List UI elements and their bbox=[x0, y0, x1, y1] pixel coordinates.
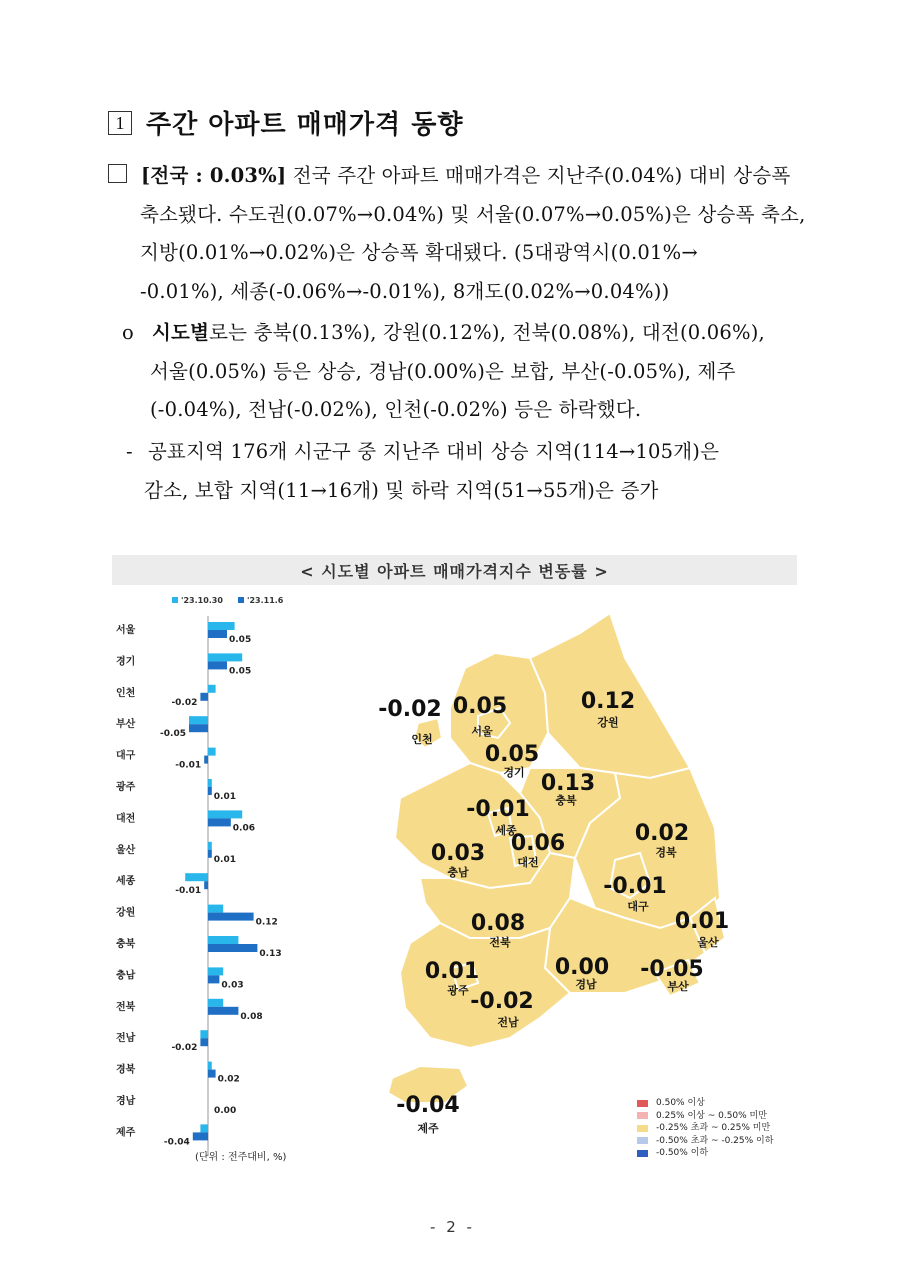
bar bbox=[185, 873, 208, 881]
dash-bullet: - bbox=[126, 440, 133, 463]
map-value-label: -0.04 bbox=[396, 1093, 460, 1118]
data-label: -0.04 bbox=[163, 1137, 190, 1148]
map-value-label: -0.02 bbox=[470, 989, 534, 1014]
category-label: 인천 bbox=[116, 687, 136, 699]
category-label: 전남 bbox=[116, 1033, 136, 1045]
map-value-label: 0.08 bbox=[470, 911, 526, 936]
legend-swatch bbox=[637, 1112, 648, 1119]
districts-line: 공표지역 176개 시군구 중 지난주 대비 상승 지역(114→105개)은 bbox=[148, 440, 720, 463]
page-number: - 2 - bbox=[430, 1218, 475, 1236]
bar bbox=[189, 724, 208, 732]
districts-paragraph bbox=[126, 433, 806, 510]
category-label: 대전 bbox=[116, 813, 136, 825]
summary-line: -0.01%), 세종(-0.06%→-0.01%), 8개도(0.02%→0.04%)) bbox=[140, 279, 670, 303]
data-label: -0.05 bbox=[160, 729, 186, 740]
data-label: 0.00 bbox=[214, 1106, 237, 1116]
map-value-label: 0.12 bbox=[580, 689, 636, 714]
summary-line: 축소됐다. 수도권(0.07%→0.04%) 및 서울(0.07%→0.05%)은 상승폭 축소, bbox=[140, 202, 806, 226]
map-region-name: 경기 bbox=[503, 766, 525, 779]
legend-label: -0.50% 이하 bbox=[656, 1148, 709, 1158]
regional-paragraph bbox=[122, 314, 812, 430]
map-region-name: 경북 bbox=[655, 846, 677, 859]
map-value-label: 0.01 bbox=[424, 959, 480, 984]
section-heading bbox=[108, 104, 463, 141]
map-value-label: -0.02 bbox=[378, 697, 442, 722]
map-region-name: 대전 bbox=[517, 856, 539, 869]
bar bbox=[208, 748, 216, 756]
bar bbox=[208, 905, 223, 913]
category-label: 울산 bbox=[116, 844, 136, 856]
legend-row bbox=[637, 1135, 773, 1148]
category-label: 강원 bbox=[116, 907, 136, 919]
legend-swatch bbox=[172, 597, 178, 603]
bar bbox=[200, 693, 208, 701]
map-value-label: 0.06 bbox=[510, 831, 566, 856]
bar-chart bbox=[112, 592, 352, 1152]
section-title: 주간 아파트 매매가격 동향 bbox=[146, 110, 464, 140]
data-label: -0.02 bbox=[171, 1043, 198, 1054]
data-label: 0.01 bbox=[213, 854, 237, 865]
category-label: 경기 bbox=[116, 656, 136, 668]
bar bbox=[208, 653, 242, 661]
section-number-box: 1 bbox=[108, 111, 132, 135]
map-value-label: 0.03 bbox=[430, 841, 486, 866]
map-region-name: 충남 bbox=[447, 866, 469, 879]
map-region-name: 강원 bbox=[597, 716, 619, 729]
category-label: 충남 bbox=[116, 970, 136, 982]
bar bbox=[208, 622, 235, 630]
data-label: 0.13 bbox=[259, 949, 282, 959]
data-label: 0.08 bbox=[240, 1011, 263, 1022]
data-label: 0.01 bbox=[213, 792, 237, 802]
bar bbox=[208, 999, 223, 1007]
map-value-label: -0.01 bbox=[466, 797, 530, 822]
legend-label: '23.10.30 bbox=[181, 596, 223, 605]
map-region-name: 전남 bbox=[497, 1016, 519, 1029]
category-label: 서울 bbox=[116, 625, 136, 636]
bar bbox=[193, 1132, 208, 1140]
legend-label: '23.11.6 bbox=[247, 596, 284, 605]
legend-row bbox=[637, 1110, 773, 1123]
summary-line: 지방(0.01%→0.02%)은 상승폭 확대됐다. (5대광역시(0.01%→ bbox=[140, 241, 698, 265]
legend-swatch bbox=[637, 1150, 648, 1157]
regional-line: (-0.04%), 전남(-0.02%), 인천(-0.02%) 등은 하락했다. bbox=[150, 398, 642, 422]
map-region-name: 인천 bbox=[411, 733, 433, 746]
bar bbox=[200, 1124, 208, 1132]
bar bbox=[200, 1030, 208, 1038]
map-value-label: 0.05 bbox=[484, 742, 540, 767]
legend-label: 0.25% 이상 ~ 0.50% 미만 bbox=[656, 1110, 767, 1121]
bar bbox=[204, 881, 208, 889]
map-region-name: 제주 bbox=[417, 1122, 439, 1135]
category-label: 부산 bbox=[116, 719, 136, 731]
bar bbox=[208, 913, 254, 921]
map-region-name: 대구 bbox=[627, 900, 649, 913]
category-label: 충북 bbox=[116, 939, 136, 950]
legend-label: 0.50% 이상 bbox=[656, 1098, 705, 1108]
map-value-label: 0.05 bbox=[452, 694, 508, 719]
bar bbox=[208, 661, 227, 669]
region-jeonnam bbox=[400, 923, 570, 1048]
map-region-name: 서울 bbox=[471, 725, 493, 738]
map-value-label: 0.13 bbox=[540, 771, 596, 796]
bar bbox=[208, 944, 257, 952]
data-label: 0.12 bbox=[255, 917, 278, 928]
map-legend bbox=[637, 1097, 773, 1160]
legend-row bbox=[637, 1147, 773, 1160]
category-label: 전북 bbox=[116, 1001, 136, 1013]
bar bbox=[208, 1062, 212, 1070]
unit-note: (단위 : 전주대비, %) bbox=[195, 1152, 287, 1163]
data-label: 0.03 bbox=[221, 980, 244, 991]
map-region-name: 경남 bbox=[575, 978, 597, 991]
legend-swatch bbox=[238, 597, 244, 603]
category-label: 제주 bbox=[116, 1127, 136, 1139]
nationwide-key: [전국 : 0.03%] bbox=[141, 164, 287, 187]
bar bbox=[208, 1070, 216, 1078]
circle-bullet: o bbox=[122, 321, 134, 344]
category-label: 대구 bbox=[116, 750, 136, 762]
districts-line: 감소, 보합 지역(11→16개) 및 하락 지역(51→55개)은 증가 bbox=[144, 478, 659, 502]
summary-paragraph bbox=[108, 157, 808, 311]
bar bbox=[208, 818, 231, 826]
map-value-label: 0.02 bbox=[634, 821, 690, 846]
legend-row bbox=[637, 1097, 773, 1110]
category-label: 광주 bbox=[116, 782, 136, 793]
map-region-name: 충북 bbox=[555, 794, 577, 807]
map-value-label: -0.01 bbox=[603, 874, 667, 899]
bar bbox=[208, 779, 212, 787]
map-value-label: -0.05 bbox=[640, 957, 704, 982]
regional-key: 시도별 bbox=[152, 321, 210, 344]
map-region-name: 전북 bbox=[489, 936, 511, 949]
regional-line: 로는 충북(0.13%), 강원(0.12%), 전북(0.08%), 대전(0.06%), bbox=[209, 321, 765, 344]
bar bbox=[208, 967, 223, 975]
map-value-label: 0.00 bbox=[554, 955, 610, 980]
category-label: 세종 bbox=[116, 876, 136, 888]
map-region-name: 광주 bbox=[447, 984, 469, 997]
data-label: -0.01 bbox=[175, 760, 202, 771]
bar bbox=[189, 716, 208, 724]
bar bbox=[204, 756, 208, 764]
bar bbox=[208, 936, 238, 944]
bar bbox=[208, 975, 219, 983]
bar bbox=[208, 787, 212, 795]
legend-label: -0.50% 초과 ~ -0.25% 이하 bbox=[656, 1135, 774, 1146]
bar bbox=[208, 850, 212, 858]
bar bbox=[200, 1038, 208, 1046]
legend-label: -0.25% 초과 ~ 0.25% 미만 bbox=[656, 1123, 771, 1133]
map-region-name: 울산 bbox=[697, 936, 719, 949]
data-label: 0.06 bbox=[232, 823, 256, 834]
legend-row bbox=[637, 1122, 773, 1135]
data-label: 0.05 bbox=[229, 635, 252, 645]
data-label: -0.02 bbox=[171, 697, 198, 708]
bar bbox=[208, 842, 212, 850]
bar bbox=[208, 1007, 238, 1015]
map-value-label: 0.01 bbox=[674, 909, 730, 934]
category-label: 경북 bbox=[116, 1064, 136, 1076]
figure-title: < 시도별 아파트 매매가격지수 변동률 > bbox=[112, 555, 797, 585]
regional-line: 서울(0.05%) 등은 상승, 경남(0.00%)은 보합, 부산(-0.05%), 제주 bbox=[150, 359, 736, 383]
bar bbox=[208, 685, 216, 693]
bar bbox=[208, 810, 242, 818]
map-region-name: 부산 bbox=[667, 980, 689, 993]
checkbox-bullet-icon bbox=[108, 164, 127, 183]
map-region-name: 세종 bbox=[495, 824, 517, 837]
legend-swatch bbox=[637, 1137, 648, 1144]
data-label: 0.02 bbox=[217, 1074, 240, 1085]
bar bbox=[208, 630, 227, 638]
legend-swatch bbox=[637, 1125, 648, 1132]
legend-swatch bbox=[637, 1100, 648, 1107]
data-label: 0.05 bbox=[229, 666, 252, 677]
data-label: -0.01 bbox=[175, 886, 202, 897]
category-label: 경남 bbox=[116, 1096, 136, 1107]
summary-line: 전국 주간 아파트 매매가격은 지난주(0.04%) 대비 상승폭 bbox=[286, 164, 791, 187]
